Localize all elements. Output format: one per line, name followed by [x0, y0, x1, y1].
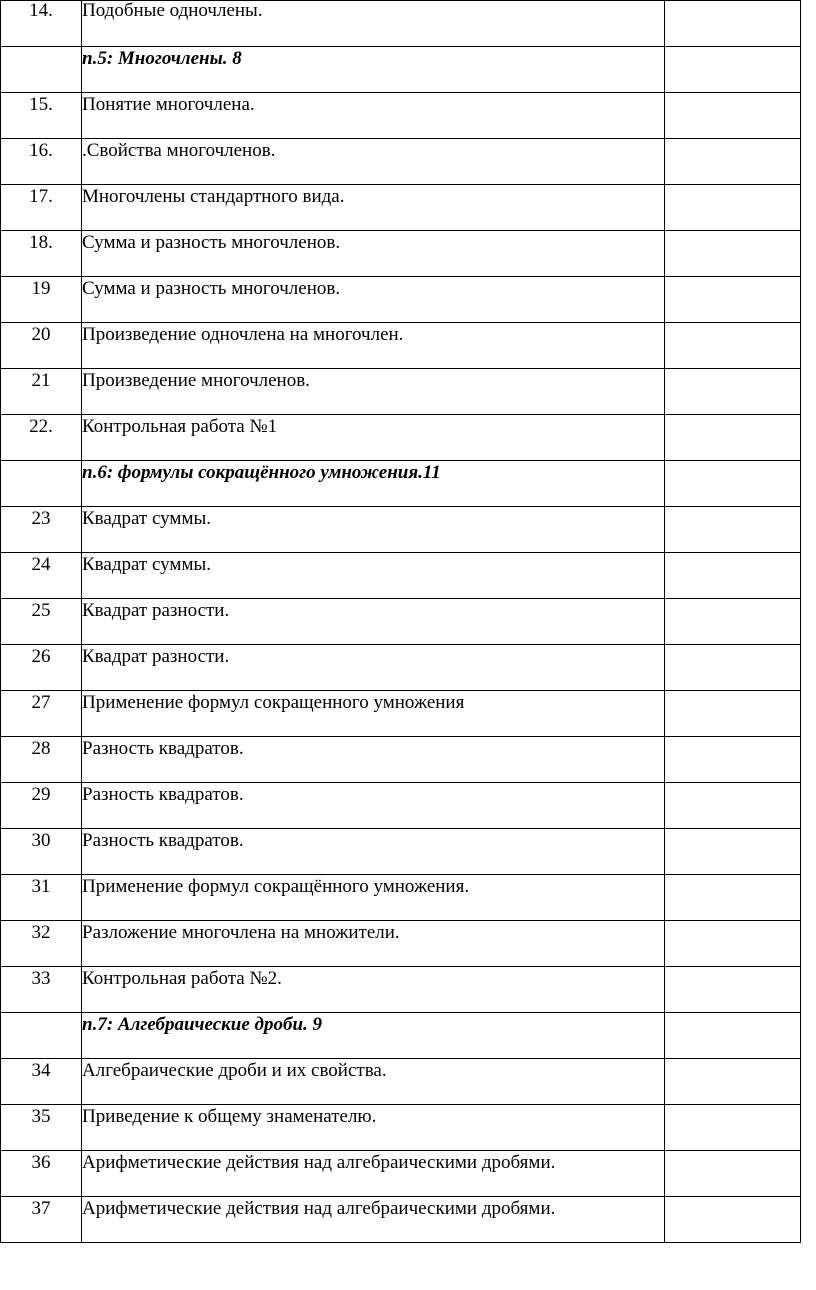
lesson-topic: Разность квадратов. — [82, 784, 244, 805]
lesson-row — [1, 231, 801, 277]
date-cell — [665, 231, 801, 277]
section-header-row — [1, 1013, 801, 1059]
lesson-number-cell — [1, 185, 82, 231]
lesson-number: 32 — [31, 922, 51, 943]
date-cell — [665, 599, 801, 645]
lesson-number-cell — [1, 93, 82, 139]
lesson-number: 20 — [31, 324, 51, 345]
date-cell — [665, 875, 801, 921]
lesson-number-cell — [1, 553, 82, 599]
lesson-number-cell — [1, 415, 82, 461]
lesson-number: 23 — [31, 508, 51, 529]
date-cell — [665, 783, 801, 829]
lesson-number-cell — [1, 277, 82, 323]
lesson-topic-cell — [82, 1, 665, 47]
lesson-topic-cell — [82, 1059, 665, 1105]
lesson-number: 14. — [29, 0, 53, 21]
date-cell — [665, 1, 801, 47]
lesson-topic: Контрольная работа №1 — [82, 416, 278, 437]
lesson-number-cell — [1, 139, 82, 185]
date-cell — [665, 47, 801, 93]
date-cell — [665, 1105, 801, 1151]
lesson-row — [1, 1105, 801, 1151]
lesson-number: 19 — [31, 278, 51, 299]
lesson-topic: Сумма и разность многочленов. — [82, 232, 341, 253]
lesson-number: 26 — [31, 646, 51, 667]
lesson-topic: Разность квадратов. — [82, 830, 244, 851]
lesson-topic-cell — [82, 1197, 665, 1243]
lesson-number-cell — [1, 645, 82, 691]
date-cell — [665, 277, 801, 323]
lesson-topic-cell — [82, 93, 665, 139]
lesson-topic: Квадрат суммы. — [82, 554, 211, 575]
lesson-number: 16. — [29, 140, 53, 161]
date-cell — [665, 553, 801, 599]
date-cell — [665, 967, 801, 1013]
lesson-number-cell — [1, 967, 82, 1013]
date-cell — [665, 93, 801, 139]
section-title: п.5: Многочлены. 8 — [82, 48, 242, 69]
lesson-topic: Произведение многочленов. — [82, 370, 310, 391]
lesson-number-cell — [1, 1013, 82, 1059]
lesson-topic: Разность квадратов. — [82, 738, 244, 759]
lesson-row — [1, 875, 801, 921]
lesson-number — [1, 1013, 81, 1014]
lesson-topic-cell — [82, 967, 665, 1013]
date-cell — [665, 369, 801, 415]
lesson-topic: Сумма и разность многочленов. — [82, 278, 341, 299]
section-title-cell — [82, 1013, 665, 1059]
lesson-topic-cell — [82, 369, 665, 415]
lesson-row — [1, 921, 801, 967]
lesson-number-cell — [1, 921, 82, 967]
lesson-number-cell — [1, 875, 82, 921]
section-title: п.7: Алгебраические дроби. 9 — [82, 1014, 323, 1035]
lesson-number: 29 — [31, 784, 51, 805]
date-cell — [665, 461, 801, 507]
lesson-topic-cell — [82, 139, 665, 185]
lesson-number-cell — [1, 737, 82, 783]
lesson-row — [1, 369, 801, 415]
date-cell — [665, 415, 801, 461]
date-cell — [665, 645, 801, 691]
lesson-plan-body — [1, 1, 801, 1243]
lesson-number — [1, 47, 81, 48]
date-cell — [665, 1197, 801, 1243]
lesson-topic-cell — [82, 921, 665, 967]
lesson-topic: Произведение одночлена на многочлен. — [82, 324, 404, 345]
lesson-number-cell — [1, 47, 82, 93]
date-cell — [665, 1013, 801, 1059]
lesson-topic: Квадрат разности. — [82, 646, 230, 667]
lesson-row — [1, 1151, 801, 1197]
lesson-topic-cell — [82, 231, 665, 277]
date-cell — [665, 139, 801, 185]
lesson-row — [1, 737, 801, 783]
lesson-topic-cell — [82, 829, 665, 875]
date-cell — [665, 507, 801, 553]
lesson-number: 36 — [31, 1152, 51, 1173]
lesson-topic-cell — [82, 507, 665, 553]
lesson-topic: .Свойства многочленов. — [82, 140, 276, 161]
lesson-number: 18. — [29, 232, 53, 253]
lesson-topic-cell — [82, 185, 665, 231]
lesson-topic-cell — [82, 737, 665, 783]
lesson-topic-cell — [82, 323, 665, 369]
lesson-row — [1, 277, 801, 323]
lesson-topic: Многочлены стандартного вида. — [82, 186, 345, 207]
lesson-topic: Квадрат суммы. — [82, 508, 211, 529]
lesson-row — [1, 323, 801, 369]
lesson-number: 34 — [31, 1060, 51, 1081]
lesson-number: 28 — [31, 738, 51, 759]
lesson-row — [1, 1059, 801, 1105]
lesson-topic: Арифметические действия над алгебраическими дробями. — [82, 1198, 556, 1219]
lesson-topic: Применение формул сокращённого умножения. — [82, 876, 470, 897]
lesson-row — [1, 967, 801, 1013]
lesson-topic: Применение формул сокращенного умножения — [82, 692, 465, 713]
lesson-row — [1, 185, 801, 231]
lesson-topic-cell — [82, 691, 665, 737]
lesson-topic: Арифметические действия над алгебраическими дробями. — [82, 1152, 556, 1173]
lesson-topic-cell — [82, 875, 665, 921]
lesson-topic-cell — [82, 553, 665, 599]
lesson-number: 33 — [31, 968, 51, 989]
lesson-row — [1, 1, 801, 47]
lesson-row — [1, 553, 801, 599]
lesson-row — [1, 93, 801, 139]
lesson-topic: Алгебраические дроби и их свойства. — [82, 1060, 387, 1081]
date-cell — [665, 691, 801, 737]
lesson-number-cell — [1, 231, 82, 277]
lesson-row — [1, 783, 801, 829]
lesson-topic: Приведение к общему знаменателю. — [82, 1106, 377, 1127]
lesson-row — [1, 691, 801, 737]
lesson-topic: Подобные одночлены. — [82, 0, 263, 21]
section-title-cell — [82, 47, 665, 93]
date-cell — [665, 1059, 801, 1105]
section-header-row — [1, 461, 801, 507]
lesson-topic-cell — [82, 277, 665, 323]
lesson-row — [1, 599, 801, 645]
lesson-row — [1, 507, 801, 553]
lesson-topic-cell — [82, 599, 665, 645]
date-cell — [665, 829, 801, 875]
lesson-number-cell — [1, 507, 82, 553]
lesson-row — [1, 645, 801, 691]
lesson-number: 35 — [31, 1106, 51, 1127]
lesson-number: 15. — [29, 94, 53, 115]
date-cell — [665, 737, 801, 783]
lesson-topic-cell — [82, 645, 665, 691]
lesson-number: 27 — [31, 692, 51, 713]
lesson-row — [1, 139, 801, 185]
lesson-number: 22. — [29, 416, 53, 437]
section-title-cell — [82, 461, 665, 507]
lesson-topic-cell — [82, 1151, 665, 1197]
lesson-number-cell — [1, 1151, 82, 1197]
lesson-number: 31 — [31, 876, 51, 897]
lesson-number-cell — [1, 691, 82, 737]
lesson-number-cell — [1, 1, 82, 47]
lesson-number: 25 — [31, 600, 51, 621]
lesson-row — [1, 1197, 801, 1243]
lesson-topic: Квадрат разности. — [82, 600, 230, 621]
lesson-number-cell — [1, 599, 82, 645]
lesson-number-cell — [1, 1105, 82, 1151]
lesson-number: 24 — [31, 554, 51, 575]
lesson-number: 37 — [31, 1198, 51, 1219]
date-cell — [665, 323, 801, 369]
date-cell — [665, 185, 801, 231]
lesson-topic: Понятие многочлена. — [82, 94, 255, 115]
lesson-number-cell — [1, 829, 82, 875]
lesson-topic-cell — [82, 1105, 665, 1151]
section-title: п.6: формулы сокращённого умножения.11 — [82, 462, 441, 483]
lesson-number: 30 — [31, 830, 51, 851]
lesson-topic: Разложение многочлена на множители. — [82, 922, 400, 943]
lesson-number-cell — [1, 1059, 82, 1105]
lesson-number-cell — [1, 1197, 82, 1243]
section-header-row — [1, 47, 801, 93]
lesson-topic-cell — [82, 783, 665, 829]
lesson-number-cell — [1, 369, 82, 415]
lesson-number: 21 — [31, 370, 51, 391]
lesson-row — [1, 415, 801, 461]
date-cell — [665, 921, 801, 967]
date-cell — [665, 1151, 801, 1197]
lesson-number — [1, 461, 81, 462]
lesson-number-cell — [1, 783, 82, 829]
lesson-topic-cell — [82, 415, 665, 461]
lesson-row — [1, 829, 801, 875]
lesson-topic: Контрольная работа №2. — [82, 968, 282, 989]
lesson-number-cell — [1, 461, 82, 507]
lesson-number-cell — [1, 323, 82, 369]
lesson-number: 17. — [29, 186, 53, 207]
